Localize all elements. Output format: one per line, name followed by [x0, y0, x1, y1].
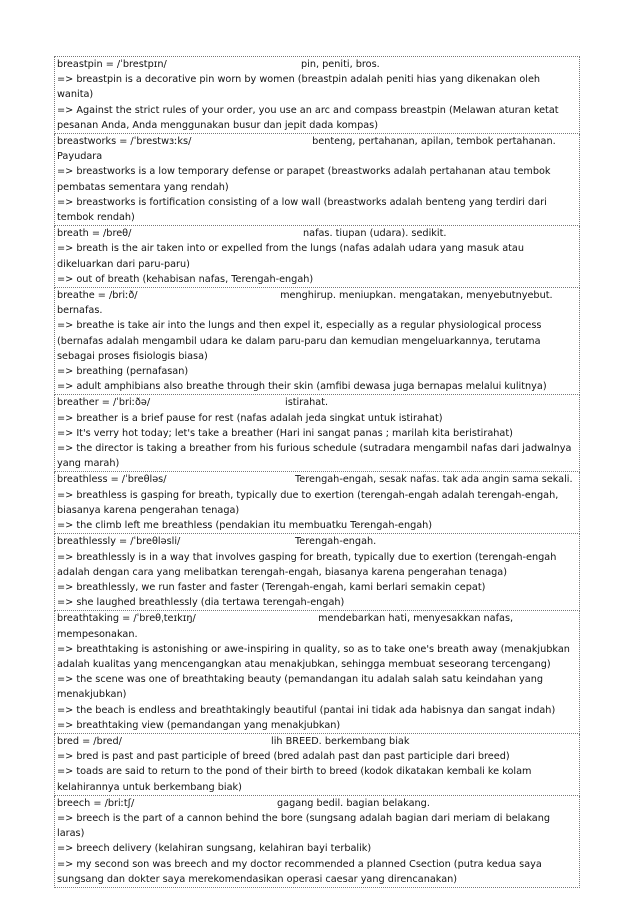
entry-example: => breathlessly, we run faster and faster (Terengah-engah, kami berlari semakin cepat) [57, 581, 486, 593]
entry-example: => breathe is take air into the lungs and then expel it, especially as a regular physiological process (bernafas adalah mengambil udara ke dalam paru-paru dan kemudian mengeluarkannya, terutama sebagai proses fisiologis biasa) [57, 320, 542, 362]
entry-headword-line [57, 57, 577, 72]
entry-example: => breather is a brief pause for rest (nafas adalah jeda singkat untuk istirahat) [57, 412, 443, 424]
dictionary-entry [54, 226, 580, 288]
entry-headword: bred = /bred/ [57, 735, 122, 747]
entry-example: => adult amphibians also breathe through their skin (amfibi dewasa juga bernapas melalui kulitnya) [57, 381, 547, 393]
entry-translation: pin, peniti, bros. [301, 59, 380, 70]
entry-example: => she laughed breathlessly (dia tertawa terengah-engah) [57, 597, 345, 609]
entry-translation: Terengah-engah. [295, 536, 377, 548]
dictionary-entry [54, 56, 580, 134]
entry-translation: istirahat. [285, 397, 329, 409]
entry-example: => breech is the part of a cannon behind the bore (sungsang adalah bagian dari meriam di belakang laras) [57, 812, 550, 840]
dictionary-entry [54, 134, 580, 226]
entry-example: => bred is past and past participle of breed (bred adalah past dan past participle dari breed) [57, 751, 510, 763]
entry-translation: nafas. tiupan (udara). sedikit. [303, 228, 447, 240]
entry-example: => It's verry hot today; let's take a breather (Hari ini sangat panas ; marilah kita beristirahat) [57, 427, 513, 439]
dictionary-page [54, 56, 580, 888]
entry-example: => breath is the air taken into or expelled from the lungs (nafas adalah udara yang masuk atau dikeluarkan dari paru-paru) [57, 243, 525, 270]
entry-example: => breathtaking view (pemandangan yang menakjubkan) [57, 719, 341, 731]
entry-headword: breastworks = /ˈbrestwɜːks/ [57, 136, 192, 148]
dictionary-entry [54, 288, 580, 395]
entry-headword: breech = /briːtʃ/ [57, 797, 135, 809]
entry-headword: breath = /breθ/ [57, 228, 132, 240]
entry-example: => out of breath (kehabisan nafas, Terengah-engah) [57, 273, 314, 285]
entry-headword-line [57, 226, 577, 241]
dictionary-entry [54, 611, 580, 734]
entry-headword-line [57, 395, 577, 410]
entry-example: => breathless is gasping for breath, typically due to exertion (terengah-engah adalah terengah-engah, biasanya karena pengerahan tenaga) [57, 489, 559, 516]
entry-headword-line [57, 534, 577, 549]
dictionary-entry [54, 472, 580, 534]
entry-example: => the beach is endless and breathtakingly beautiful (pantai ini tidak ada habisnya dan sangat indah) [57, 704, 556, 716]
entry-example: => toads are said to return to the pond of their birth to breed (kodok dikatakan kembali ke kolam kelahirannya untuk berkembang biak) [57, 766, 532, 793]
dictionary-entry [54, 796, 580, 888]
entry-translation: lih BREED. berkembang biak [271, 735, 410, 747]
entry-example: => the climb left me breathless (pendakian itu membuatku Terengah-engah) [57, 520, 433, 532]
entry-headword: breathe = /briːð/ [57, 290, 138, 302]
entry-example: => breastworks is a low temporary defense or parapet (breastworks adalah pertahanan atau tembok pembatas sementara yang rendah) [57, 166, 551, 193]
entry-headword: breastpin = /ˈbrestpɪn/ [57, 59, 167, 70]
entry-headword-line [57, 611, 577, 641]
entry-headword-line [57, 796, 577, 811]
entry-example: => the scene was one of breathtaking beauty (pemandangan itu adalah salah satu keindahan yang menakjubkan) [57, 674, 544, 701]
entry-example: => breastpin is a decorative pin worn by women (breastpin adalah peniti hias yang dikenakan oleh wanita) [57, 74, 541, 101]
entry-headword-line [57, 734, 577, 749]
dictionary-entry [54, 395, 580, 472]
entry-example: => breech delivery (kelahiran sungsang, kelahiran bayi terbalik) [57, 843, 372, 855]
entry-headword: breathless = /ˈbreθləs/ [57, 474, 167, 486]
entry-example: => breathlessly is in a way that involves gasping for breath, typically due to exertion (terengah-engah adalah dengan cara yang melibatkan terengah-engah, biasanya karena pengerahan tenaga) [57, 551, 557, 578]
entry-example: => breathtaking is astonishing or awe-inspiring in quality, so as to take one's breath away (menakjubkan adalah kualitas yang mencengangkan atau menakjubkan, sehingga membuat seseorang tercengang) [57, 643, 570, 670]
entry-translation: mendebarkan hati, menyesakkan nafas, mempesonakan. [57, 613, 514, 640]
entry-example: => Against the strict rules of your order, you use an arc and compass breastpin (Melawan aturan ketat pesanan Anda, Anda menggunakan busur dan jepit dada kompas) [57, 104, 559, 131]
entry-headword-line [57, 134, 577, 164]
entry-translation: menghirup. meniupkan. mengatakan, menyebutnyebut. bernafas. [57, 290, 553, 317]
entry-headword-line [57, 288, 577, 318]
entry-translation: Terengah-engah, sesak nafas. tak ada angin sama sekali. [295, 474, 573, 486]
dictionary-entry [54, 534, 580, 611]
entry-headword-line [57, 472, 577, 487]
entry-headword: breathlessly = /ˈbreθləsli/ [57, 536, 181, 548]
entry-example: => the director is taking a breather from his furious schedule (sutradara mengambil nafas dari jadwalnya yang marah) [57, 443, 572, 470]
entry-example: => breastworks is fortification consisting of a low wall (breastworks adalah benteng yang terdiri dari tembok rendah) [57, 196, 547, 224]
entry-translation: benteng, pertahanan, apilan, tembok pertahanan. Payudara [57, 136, 556, 163]
entry-example: => my second son was breech and my doctor recommended a planned Csection (putra kedua saya sungsang dan dokter saya merekomendasikan operasi caesar yang direncanakan) [57, 858, 542, 885]
entry-translation: gagang bedil. bagian belakang. [277, 797, 430, 809]
entry-headword: breathtaking = /ˈbreθˌteɪkɪŋ/ [57, 613, 196, 625]
entry-example: => breathing (pernafasan) [57, 366, 189, 378]
dictionary-entry [54, 734, 580, 796]
entry-headword: breather = /ˈbriːðə/ [57, 397, 151, 409]
